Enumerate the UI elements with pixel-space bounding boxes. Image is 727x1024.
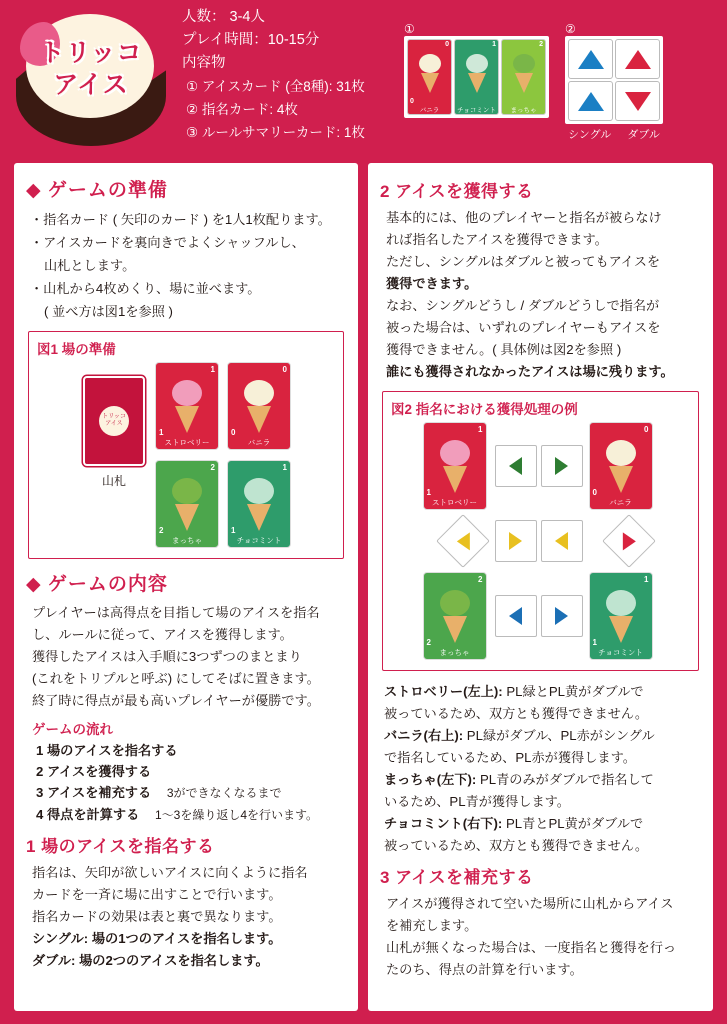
figure-mark-one: ①: [404, 22, 415, 36]
order-card-samples: [565, 36, 663, 124]
triangle-right-icon: [509, 532, 522, 550]
arrows-strawberry-vanilla: [499, 441, 579, 491]
contents-item-2: ② 指名カード: 4枚: [186, 102, 298, 117]
prep-item-3: 山札とします。: [44, 258, 136, 273]
card-label: バニラ: [609, 498, 632, 507]
card-number-bottom: 0: [231, 428, 236, 437]
section-step1-title: 1 場のアイスを指名する: [26, 837, 215, 856]
preparation-list: [30, 208, 346, 323]
card-number-bottom: 1: [159, 428, 164, 437]
contents-item-3: ③ ルールサマリーカード: 1枚: [186, 125, 365, 140]
ice-cream-cone-icon: [466, 54, 488, 93]
card-number-bottom: 0: [592, 488, 597, 497]
step3-line-2: を補充します。: [386, 918, 478, 933]
content-line-1: プレイヤーは高得点を目指して場のアイスを指名: [32, 605, 320, 620]
triangle-up-icon: [578, 50, 604, 69]
arrow-up-card-red: [615, 39, 660, 79]
header-figure-order-cards: [565, 22, 663, 142]
example-vanilla-name: バニラ(右上):: [384, 728, 464, 743]
figure-mark-two: ②: [565, 22, 576, 36]
contents-item-1: ① アイスカード (全8種): 31枚: [186, 79, 365, 94]
content-line-5: 終了時に得点が最も高いプレイヤーが優勝です。: [32, 693, 320, 708]
step3-line-4: たのち、得点の計算を行います。: [386, 962, 583, 977]
left-column: [14, 163, 358, 1011]
step2-line-1: 基本的には、他のプレイヤーと指名が被らなけ: [386, 210, 662, 225]
card-label: まっちゃ: [439, 648, 470, 657]
example-vanilla-text: PL緑がダブル、PL赤がシングル: [463, 728, 655, 743]
section-preparation-title: ◆ ゲームの準備: [26, 180, 168, 201]
card-number-top: 1: [210, 365, 215, 374]
example-matcha: [384, 769, 701, 791]
section-content-title: ◆ ゲームの内容: [26, 574, 168, 595]
flow-step-4-label: 4 得点を計算する: [36, 807, 140, 822]
example-chocomint-cont: 被っているため、双方とも獲得できません。: [384, 838, 649, 853]
arrow-down-card-red: [615, 81, 660, 121]
caption-single: シングル: [568, 129, 612, 141]
example-strawberry: [384, 681, 701, 703]
example-matcha-text: PL青のみがダブルで指名して: [476, 772, 654, 787]
ice-cream-cone-icon: [606, 590, 636, 643]
prep-item-1: ・指名カード ( 矢印のカード ) を1人1枚配ります。: [30, 212, 331, 227]
step2-line-2: れば指名したアイスを獲得できます。: [386, 232, 608, 247]
example-card-vanilla: [589, 422, 653, 510]
step1-single-rule: シングル: 場の1つのアイスを指名します。: [32, 931, 282, 946]
deck-group: [83, 362, 145, 489]
figure-1-title: 図1 場の準備: [37, 342, 116, 357]
field-cards-grid: [155, 362, 289, 548]
example-chocomint: [384, 813, 701, 835]
game-logo: [16, 8, 164, 150]
step1-line-1: 指名は、矢印が欲しいアイスに向くように指名: [32, 865, 308, 880]
arrow-card-right-green: [541, 445, 583, 487]
step3-line-1: アイスが獲得されて空いた場所に山札からアイス: [386, 896, 674, 911]
arrow-pair-blue: [495, 595, 583, 637]
step2-line-3: ただし、シングルはダブルと被ってもアイスを: [386, 254, 661, 269]
arrow-card-yellow-1: [436, 514, 490, 568]
header: [0, 0, 727, 158]
flow-step-1-label: 1 場のアイスを指名する: [36, 743, 178, 758]
figure-1-layout: [37, 362, 335, 548]
caption-double: ダブル: [627, 129, 660, 141]
prep-item-4: ・山札から4枚めくり、場に並べます。: [30, 281, 261, 296]
arrow-card-yellow-2: [495, 520, 537, 562]
arrow-card-yellow-3: [541, 520, 583, 562]
triangle-right-icon: [622, 532, 635, 550]
content-line-3: 獲得したアイスは入手順に3つずつのまとまり: [32, 649, 302, 664]
triangle-left-icon: [509, 457, 522, 475]
triangle-down-icon: [625, 92, 651, 111]
card-number-top: 0: [644, 425, 649, 434]
step2-line-6: 被った場合は、いずれのプレイヤーもアイスを: [386, 320, 661, 335]
triangle-right-icon: [555, 607, 568, 625]
step1-line-3: 指名カードの効果は表と裏で異なります。: [32, 909, 282, 924]
ice-cream-cone-icon: [440, 440, 470, 493]
step2-line-7: 獲得できません。( 具体例は図2を参照 ): [386, 342, 622, 357]
card-number-top: 1: [478, 425, 483, 434]
example-strawberry-name: ストロベリー(左上):: [384, 684, 503, 699]
card-label: まっちゃ: [510, 107, 537, 114]
field-card-vanilla: [227, 362, 291, 450]
arrow-pair-yellow: [495, 520, 583, 562]
ice-card-chocomint: [454, 39, 499, 115]
figure-2-box: [382, 391, 699, 671]
arrow-card-left-green: [495, 445, 537, 487]
header-figure-ice-cards: [404, 22, 549, 118]
arrow-yellow-pair: [499, 516, 579, 566]
flow-list: [36, 740, 346, 826]
field-card-matcha: [155, 460, 219, 548]
card-number-bottom: 1: [231, 526, 236, 535]
triangle-left-icon: [456, 532, 469, 550]
arrow-yellow-left: [423, 516, 503, 566]
figure-2-title: 図2 指名における獲得処理の例: [391, 402, 578, 417]
card-label: チョコミント: [598, 648, 643, 657]
ice-cream-cone-icon: [440, 590, 470, 643]
arrows-matcha-chocomint: [499, 591, 579, 641]
card-number-bottom: 2: [426, 638, 431, 647]
right-column: [368, 163, 713, 1011]
arrow-up-card-2: [568, 81, 613, 121]
arrow-up-card: [568, 39, 613, 79]
triangle-left-icon: [509, 607, 522, 625]
example-matcha-cont: いるため、PL青が獲得します。: [384, 794, 570, 809]
example-chocomint-text: PL青とPL黄がダブルで: [502, 816, 644, 831]
card-label: ストロベリー: [164, 438, 210, 447]
prep-item-2: ・アイスカードを裏向きでよくシャッフルし、: [30, 235, 305, 250]
arrow-card-red-1: [602, 514, 656, 568]
card-number-top: 1: [644, 575, 649, 584]
field-card-chocomint: [227, 460, 291, 548]
logo-line1: トリッコ: [39, 39, 143, 67]
step2-line-5: なお、シングルどうし / ダブルどうしで指名が: [386, 298, 660, 313]
deck-card-back: [83, 376, 145, 466]
flow-step-1: [36, 740, 346, 761]
card-number-bottom: 1: [426, 488, 431, 497]
figure-1-box: [28, 331, 344, 559]
logo-text: [16, 38, 166, 100]
card-label: バニラ: [419, 107, 440, 114]
flow-step-3-note: 3ができなくなるまで: [166, 786, 282, 800]
step2-line-4: 獲得できます。: [386, 276, 478, 291]
card-number-top: 0: [445, 41, 449, 48]
content-line-4: (これをトリプルと呼ぶ) にしてそばに置きます。: [32, 671, 320, 686]
ice-cream-cone-icon: [172, 478, 202, 531]
flow-step-2-label: 2 アイスを獲得する: [36, 764, 152, 779]
single-card-group: [568, 39, 613, 121]
example-card-strawberry: [423, 422, 487, 510]
card-label: チョコミント: [457, 107, 496, 114]
flow-step-3-label: 3 アイスを補充する: [36, 785, 152, 800]
flow-step-2: [36, 761, 346, 782]
logo-line2: アイス: [53, 71, 129, 99]
card-number-top: 0: [282, 365, 287, 374]
ice-cream-cone-icon: [419, 54, 441, 93]
example-vanilla-cont: で指名しているため、PL赤が獲得します。: [384, 750, 636, 765]
card-label: ストロベリー: [432, 498, 477, 507]
example-chocomint-name: チョコミント(右下):: [384, 816, 503, 831]
section-step3-title: 3 アイスを補充する: [380, 868, 534, 887]
arrow-red-right: [589, 516, 669, 566]
players-count: 人数： 3-4人: [182, 9, 265, 25]
order-card-captions: [565, 126, 663, 142]
card-number-top: 2: [539, 41, 543, 48]
example-matcha-name: まっちゃ(左下):: [384, 772, 477, 787]
triangle-up-icon: [625, 50, 651, 69]
step1-line-2: カードを一斉に場に出すことで行います。: [32, 887, 282, 902]
card-number-top: 1: [492, 41, 496, 48]
ice-card-samples: [404, 36, 549, 118]
card-label: チョコミント: [236, 536, 282, 545]
step3-line-3: 山札が無くなった場合は、一度指名と獲得を行っ: [386, 940, 677, 955]
card-number-bottom: 1: [592, 638, 597, 647]
triangle-left-icon: [555, 532, 568, 550]
double-card-group: [615, 39, 660, 121]
contents-label: 内容物: [182, 55, 226, 71]
ice-cream-cone-icon: [172, 380, 202, 433]
step2-line-8: 誰にも獲得されなかったアイスは場に残ります。: [386, 364, 674, 379]
ice-cream-cone-icon: [606, 440, 636, 493]
content-columns: [14, 163, 713, 1011]
figure-2-layout: [391, 422, 690, 660]
card-label: まっちゃ: [172, 536, 202, 545]
example-card-chocomint: [589, 572, 653, 660]
triangle-right-icon: [555, 457, 568, 475]
card-number-bottom: 2: [159, 526, 164, 535]
arrow-card-left-blue: [495, 595, 537, 637]
ice-cream-cone-icon: [244, 380, 274, 433]
ice-card-matcha: [501, 39, 546, 115]
triangle-up-icon: [578, 92, 604, 111]
example-vanilla: [384, 725, 701, 747]
arrow-pair-green: [495, 445, 583, 487]
flow-title: ゲームの流れ: [32, 722, 113, 737]
arrow-card-right-blue: [541, 595, 583, 637]
content-line-2: し、ルールに従って、アイスを獲得します。: [32, 627, 293, 642]
example-card-matcha: [423, 572, 487, 660]
flow-step-4-note: 1～3を繰り返し4を行います。: [154, 808, 319, 822]
card-number-bottom: 0: [410, 98, 414, 105]
examples-list: [380, 681, 701, 857]
example-strawberry-text: PL緑とPL黄がダブルで: [502, 684, 644, 699]
step1-double-rule: ダブル: 場の2つのアイスを指名します。: [32, 953, 269, 968]
prep-item-5: ( 並べ方は図1を参照 ): [44, 304, 173, 319]
header-info: [182, 6, 365, 144]
section-step2-title: 2 アイスを獲得する: [380, 182, 534, 201]
flow-step-3: [36, 782, 346, 804]
example-strawberry-cont: 被っているため、双方とも獲得できません。: [384, 706, 649, 721]
ice-cream-cone-icon: [513, 54, 535, 93]
ice-cream-cone-icon: [244, 478, 274, 531]
card-label: バニラ: [247, 438, 271, 447]
ice-card-vanilla: [407, 39, 452, 115]
flow-step-4: [36, 804, 346, 826]
field-card-strawberry: [155, 362, 219, 450]
card-number-top: 2: [210, 463, 215, 472]
deck-label: 山札: [101, 474, 126, 488]
deck-logo-icon: トリッコ アイス: [99, 406, 129, 436]
play-time: プレイ時間：10-15分: [182, 32, 320, 48]
card-number-top: 1: [282, 463, 287, 472]
card-number-top: 2: [478, 575, 483, 584]
